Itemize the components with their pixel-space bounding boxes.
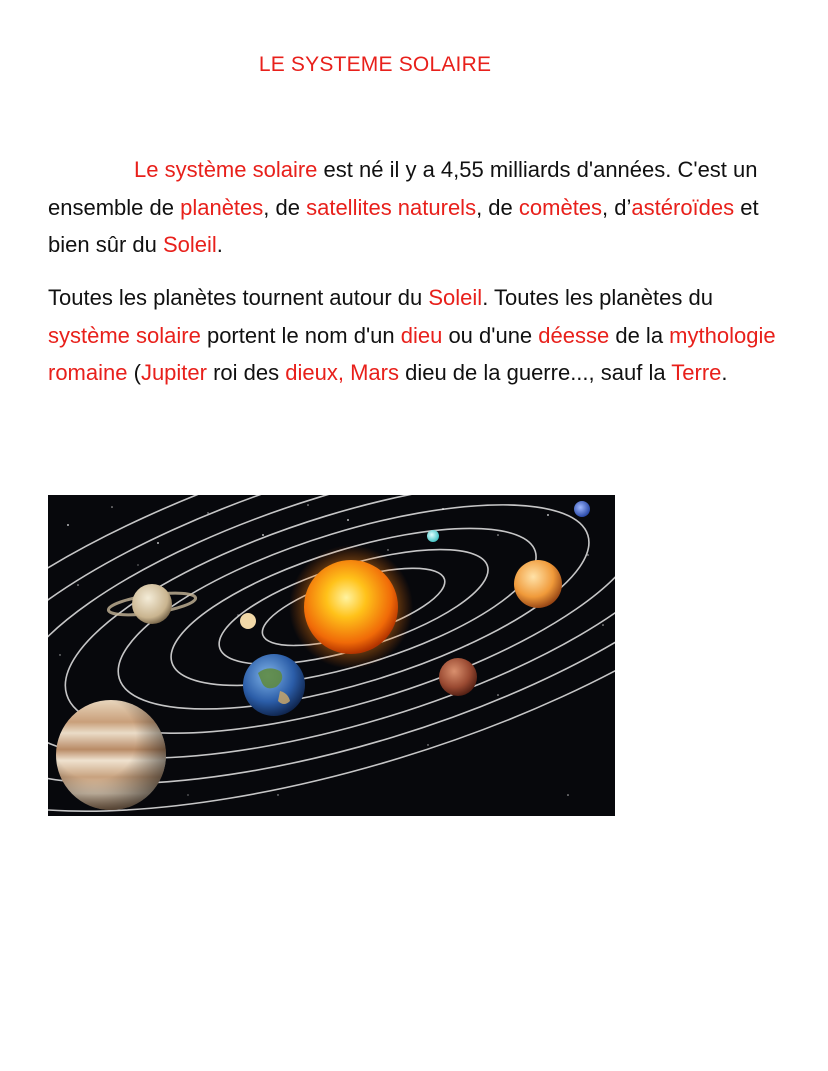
highlighted-term: déesse [538,322,610,348]
sun [304,560,398,654]
highlighted-term: planètes [180,194,264,220]
highlighted-term: comètes [518,194,603,220]
text-run: . Toutes les planètes du [482,285,713,310]
highlighted-term: système solaire [48,322,201,348]
highlighted-term: dieux, Mars [285,360,399,385]
paragraph-runs [48,285,776,385]
highlighted-term: mythologie romaine [48,322,776,385]
text-run: ( [127,360,141,385]
text-run: , de [263,194,307,220]
text-run: de la [609,322,670,348]
mercury [240,613,256,629]
text-run: ou d'une [442,322,539,348]
paragraph-intro [48,151,788,264]
highlighted-term: Soleil [428,285,483,310]
text-run: Toutes les planètes tournent autour du [48,285,429,310]
text-run: portent le nom d'un [200,322,401,348]
paragraph-runs [48,157,759,257]
text-run: , de [476,194,519,220]
mars [439,658,477,696]
highlighted-term: satellites naturels [306,194,477,220]
venus [514,560,562,608]
highlighted-term: Terre [671,360,722,385]
text-run: . [721,360,728,385]
uranus [427,530,439,542]
text-run: est né il y a 4,55 milliards d'années. C'est un ensemble de [48,157,758,220]
solar-system-image [48,495,615,816]
highlighted-term: Le système solaire [134,157,318,182]
text-run: , d’ [602,194,632,220]
page-title: LE SYSTEME SOLAIRE [258,53,492,76]
solar-system-illustration [48,495,615,816]
highlighted-term: Soleil [162,232,217,257]
text-run: dieu de la guerre..., sauf la [398,360,672,385]
highlighted-term: astéroïdes [631,194,735,220]
text-run: et bien sûr du [48,194,759,257]
paragraph-planets [48,279,788,392]
highlighted-term: dieu [400,322,443,348]
text-run: roi des [206,360,286,385]
jupiter [56,700,166,810]
highlighted-term: Jupiter [140,360,207,385]
neptune [574,501,590,517]
text-run: . [216,232,223,257]
